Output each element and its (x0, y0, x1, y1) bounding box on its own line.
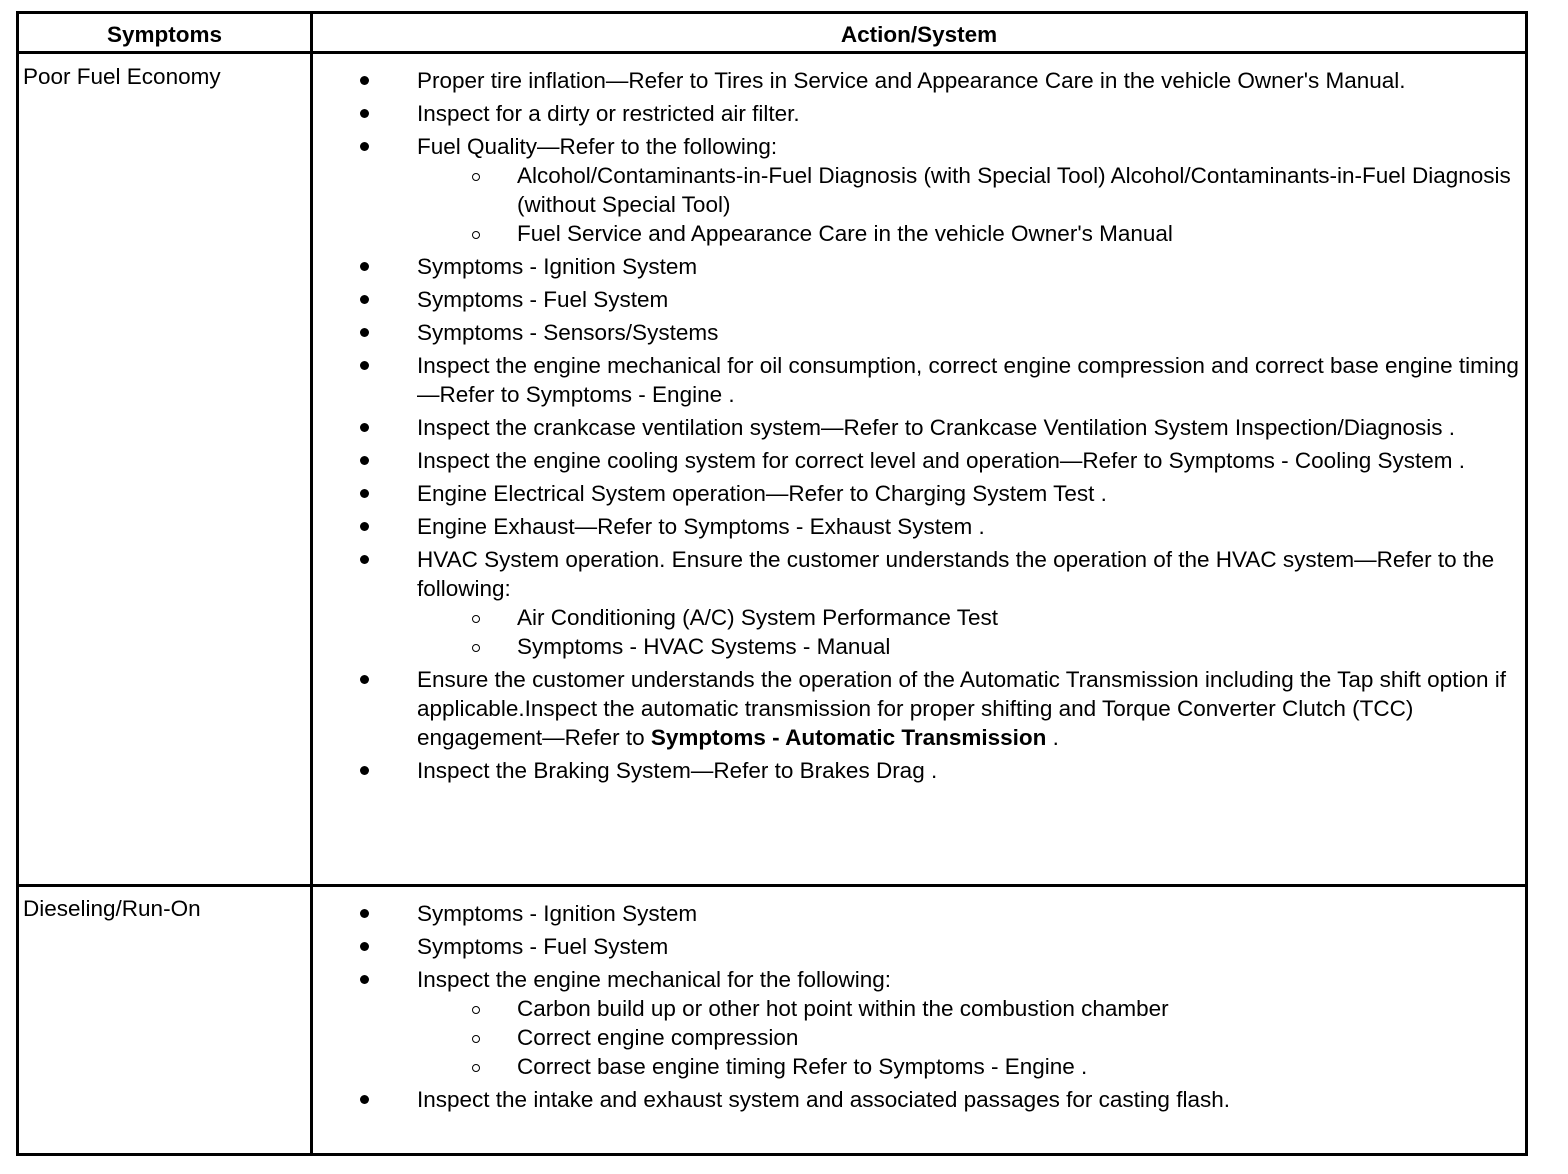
bullet-icon (360, 142, 369, 151)
action-text (417, 965, 1525, 994)
symptom-poor-fuel-economy: Poor Fuel Economy (23, 64, 221, 89)
bullet-icon (360, 295, 369, 304)
action-item (313, 665, 1525, 752)
action-item (313, 512, 1525, 541)
action-text (417, 1085, 1525, 1114)
action-text-main: HVAC System operation. Ensure the customer understands the operation of the HVAC system—Refer to the following: (417, 547, 1495, 601)
action-item (313, 99, 1525, 128)
sub-item-text: Correct base engine timing Refer to Symptoms - Engine . (517, 1054, 1088, 1079)
action-text-main: Symptoms - Ignition System (417, 254, 698, 279)
bullet-icon (360, 328, 369, 337)
action-text-main: Proper tire inflation—Refer to Tires in Service and Appearance Care in the vehicle Owner's Manual. (417, 68, 1406, 93)
bullet-icon (360, 423, 369, 432)
action-text-main: Fuel Quality—Refer to the following: (417, 134, 778, 159)
bullet-icon (360, 1095, 369, 1104)
actions-dieseling-run-on (313, 899, 1525, 1118)
action-text-main: Inspect the engine mechanical for oil consumption, correct engine compression and correct base engine timing—Refer to Symptoms - Engine . (417, 353, 1519, 407)
bullet-icon (360, 909, 369, 918)
action-text-main: Inspect the engine mechanical for the following: (417, 967, 892, 992)
action-text (417, 132, 1525, 161)
action-text (417, 351, 1525, 409)
sub-item (417, 219, 1525, 248)
action-text-main: Symptoms - Sensors/Systems (417, 320, 719, 345)
action-text (417, 545, 1525, 603)
bullet-icon (360, 942, 369, 951)
action-text (417, 252, 1525, 281)
circle-bullet-icon (472, 1035, 480, 1043)
sub-item-text: Air Conditioning (A/C) System Performance Test (517, 605, 999, 630)
action-text-main: Symptoms - Fuel System (417, 287, 669, 312)
action-text (417, 899, 1525, 928)
sub-item (417, 1052, 1525, 1081)
bullet-icon (360, 522, 369, 531)
action-item (313, 285, 1525, 314)
sub-item-text: Symptoms - HVAC Systems - Manual (517, 634, 891, 659)
circle-bullet-icon (472, 1006, 480, 1014)
sub-item (417, 603, 1525, 632)
action-item (313, 899, 1525, 928)
circle-bullet-icon (472, 644, 480, 652)
bullet-icon (360, 555, 369, 564)
action-item (313, 66, 1525, 95)
bullet-icon (360, 76, 369, 85)
row-divider (19, 884, 1525, 887)
action-item (313, 479, 1525, 508)
sub-item-text: Carbon build up or other hot point within the combustion chamber (517, 996, 1169, 1021)
action-text-main: Symptoms - Fuel System (417, 934, 669, 959)
action-text-main: Inspect the Braking System—Refer to Brakes Drag . (417, 758, 938, 783)
action-text-main: Inspect for a dirty or restricted air filter. (417, 101, 800, 126)
action-text-main: Inspect the crankcase ventilation system—Refer to Crankcase Ventilation System Inspection/Diagnosis . (417, 415, 1455, 440)
action-item (313, 965, 1525, 1081)
circle-bullet-icon (472, 231, 480, 239)
action-item (313, 545, 1525, 661)
action-text-tail: . (1046, 725, 1059, 750)
header-action-system: Action/System (840, 22, 998, 47)
action-item (313, 413, 1525, 442)
bullet-icon (360, 262, 369, 271)
circle-bullet-icon (472, 173, 480, 181)
action-text (417, 446, 1525, 475)
action-item (313, 252, 1525, 281)
sub-item (417, 1023, 1525, 1052)
header-symptoms: Symptoms (106, 22, 223, 47)
bullet-icon (360, 489, 369, 498)
action-text (417, 413, 1525, 442)
bullet-icon (360, 766, 369, 775)
action-item (313, 132, 1525, 248)
circle-bullet-icon (472, 615, 480, 623)
sub-item-text: Correct engine compression (517, 1025, 799, 1050)
action-item (313, 446, 1525, 475)
action-text-main: Inspect the engine cooling system for correct level and operation—Refer to Symptoms - Cooling System . (417, 448, 1465, 473)
symptom-dieseling-run-on: Dieseling/Run-On (23, 896, 201, 921)
action-item (313, 932, 1525, 961)
action-item (313, 318, 1525, 347)
bullet-icon (360, 109, 369, 118)
bullet-icon (360, 456, 369, 465)
header-divider (19, 51, 1525, 54)
action-text-main: Inspect the intake and exhaust system and associated passages for casting flash. (417, 1087, 1230, 1112)
circle-bullet-icon (472, 1064, 480, 1072)
action-text (417, 99, 1525, 128)
action-text (417, 756, 1525, 785)
action-text (417, 932, 1525, 961)
action-text (417, 512, 1525, 541)
sub-item (417, 632, 1525, 661)
action-text-main: Ensure the customer understands the operation of the Automatic Transmission including the Tap shift option if applicable.Inspect the automatic transmission for proper shifting and Torque Converter Clutch (TCC) engagement—Refer to (417, 667, 1506, 750)
action-text (417, 479, 1525, 508)
actions-poor-fuel-economy (313, 66, 1525, 789)
action-item (313, 1085, 1525, 1114)
action-text-main: Engine Exhaust—Refer to Symptoms - Exhaust System . (417, 514, 985, 539)
sub-item-text: Alcohol/Contaminants-in-Fuel Diagnosis (with Special Tool) Alcohol/Contaminants-in-Fuel Diagnosis (without Special Tool) (517, 163, 1511, 217)
action-text-main: Symptoms - Ignition System (417, 901, 698, 926)
action-text (417, 318, 1525, 347)
bullet-icon (360, 975, 369, 984)
action-text-bold: Symptoms - Automatic Transmission (650, 725, 1047, 750)
action-item (313, 756, 1525, 785)
bullet-icon (360, 675, 369, 684)
sub-item (417, 161, 1525, 219)
bullet-icon (360, 361, 369, 370)
sub-item-text: Fuel Service and Appearance Care in the vehicle Owner's Manual (517, 221, 1173, 246)
action-text (417, 665, 1525, 752)
action-item (313, 351, 1525, 409)
sub-item (417, 994, 1525, 1023)
action-text-main: Engine Electrical System operation—Refer to Charging System Test . (417, 481, 1107, 506)
action-text (417, 66, 1525, 95)
action-text (417, 285, 1525, 314)
symptoms-table (16, 11, 1528, 1156)
